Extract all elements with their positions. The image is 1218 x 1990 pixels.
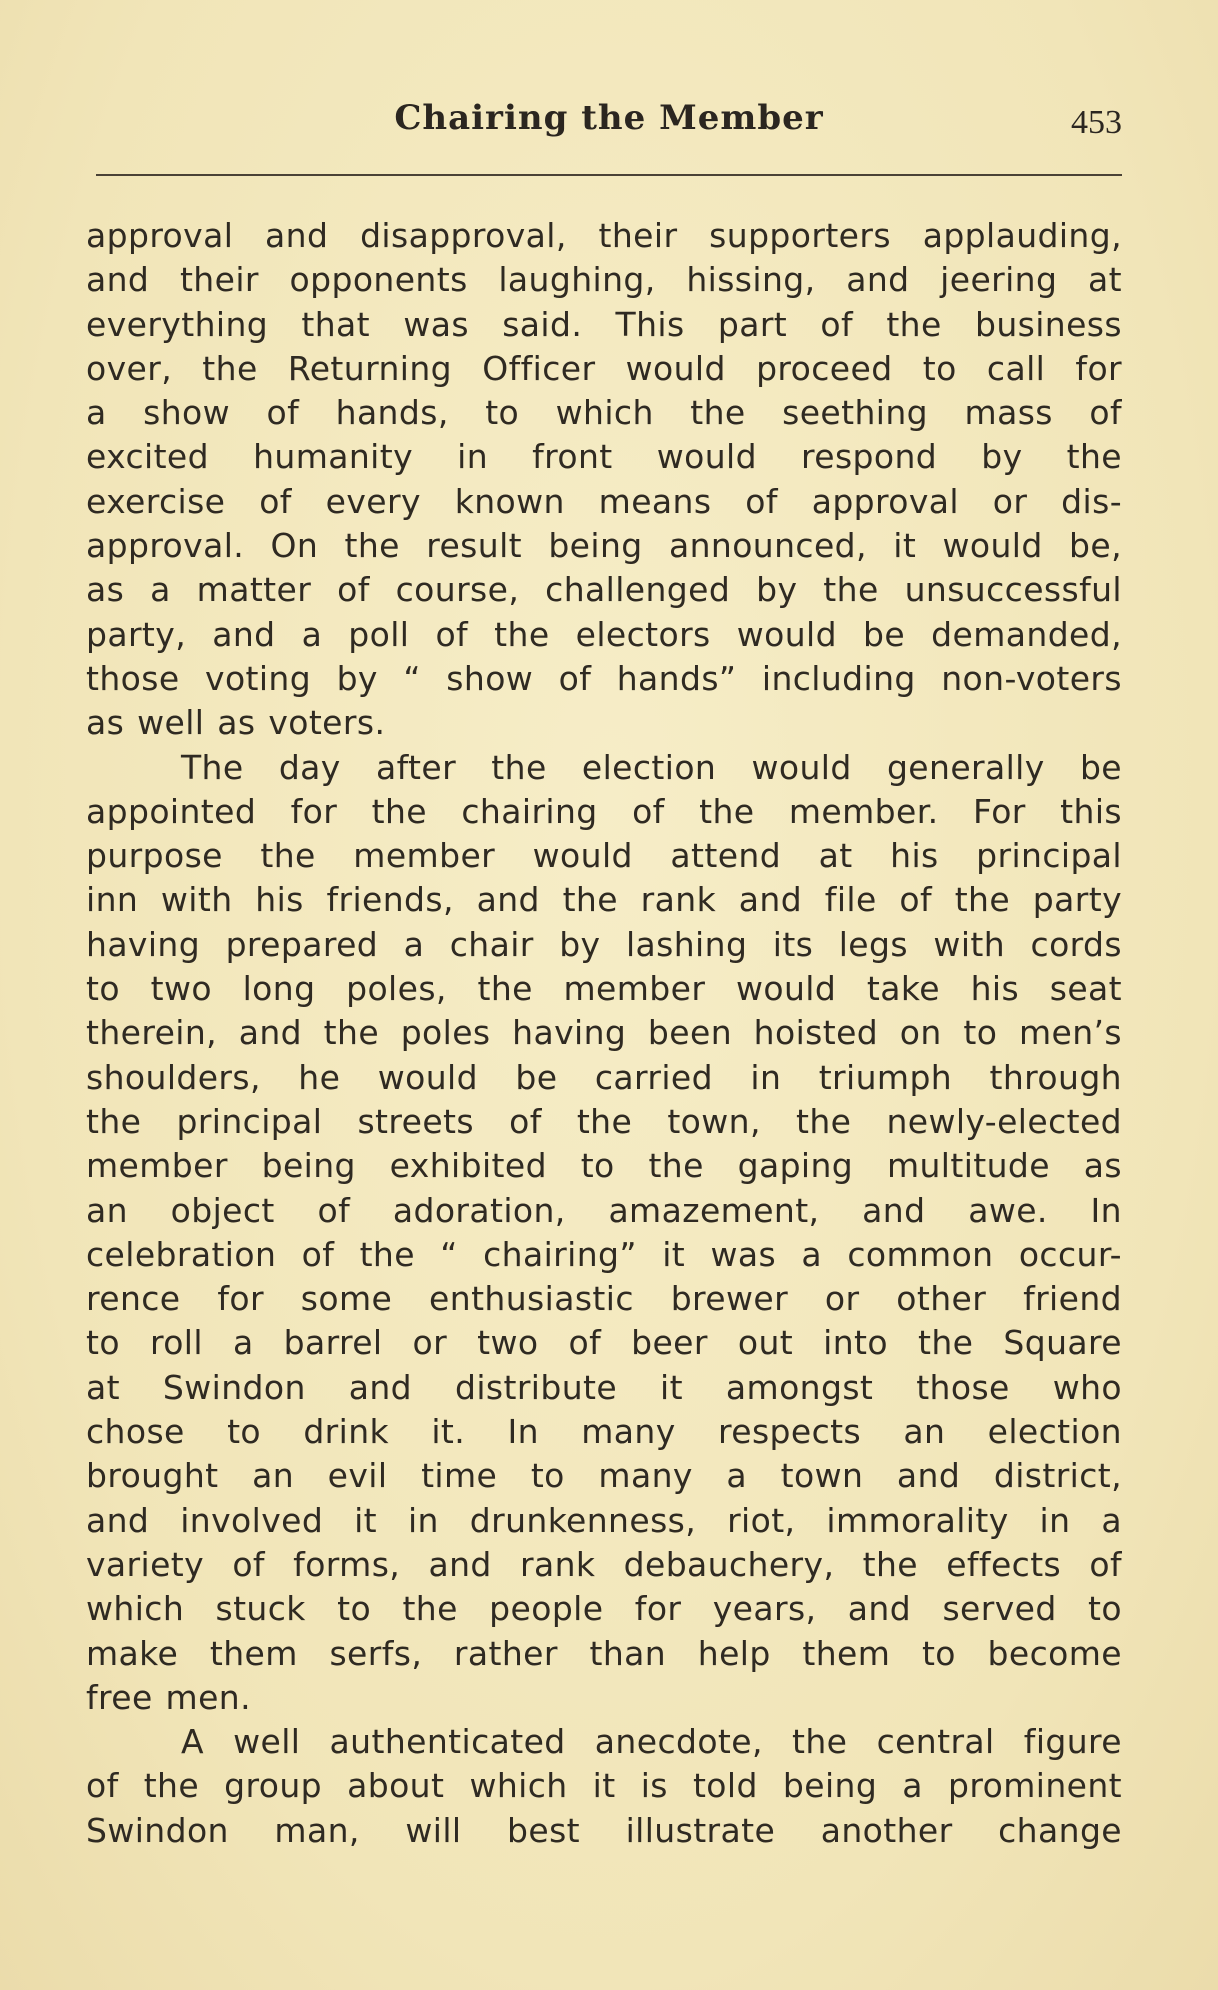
text-line: over, the Returning Officer would proceed to call for	[86, 348, 1122, 388]
body-text	[86, 214, 1122, 1853]
text-line: which stuck to the people for years, and served to	[86, 1589, 1122, 1629]
running-head	[96, 98, 1122, 148]
text-line: rence for some enthusiastic brewer or other friend	[86, 1279, 1122, 1319]
text-line: and involved it in drunkenness, riot, immorality in a	[86, 1500, 1122, 1540]
text-line: Swindon man, will best illustrate another change	[86, 1810, 1122, 1850]
text-line: excited humanity in front would respond by the	[86, 437, 1122, 477]
text-line: an object of adoration, amazement, and awe. In	[86, 1190, 1122, 1230]
running-title: Chairing the Member	[394, 98, 824, 138]
text-line: a show of hands, to which the seething mass of	[86, 393, 1122, 433]
text-line: therein, and the poles having been hoisted on to men’s	[86, 1013, 1122, 1053]
text-line: and their opponents laughing, hissing, and jeering at	[86, 260, 1122, 300]
text-line: purpose the member would attend at his principal	[86, 836, 1122, 876]
text-line: celebration of the “ chairing” it was a common occur-	[86, 1234, 1122, 1274]
text-line: exercise of every known means of approval or dis-	[86, 481, 1122, 521]
text-line: as well as voters.	[86, 703, 386, 743]
text-line: The day after the election would generally be	[181, 747, 1122, 787]
text-line: to two long poles, the member would take his seat	[86, 969, 1122, 1009]
text-line: inn with his friends, and the rank and file of the party	[86, 880, 1122, 920]
text-line: shoulders, he would be carried in triumph through	[86, 1057, 1122, 1097]
text-line: having prepared a chair by lashing its legs with cords	[86, 924, 1122, 964]
text-line: free men.	[86, 1677, 252, 1717]
header-rule	[96, 174, 1122, 176]
text-line: member being exhibited to the gaping multitude as	[86, 1146, 1122, 1186]
text-line: approval. On the result being announced, it would be,	[86, 526, 1122, 566]
page-number: 453	[1071, 104, 1122, 141]
text-line: those voting by “ show of hands” including non-voters	[86, 658, 1122, 698]
text-line: chose to drink it. In many respects an election	[86, 1412, 1122, 1452]
text-line: everything that was said. This part of the business	[86, 304, 1122, 344]
text-line: of the group about which it is told being a prominent	[86, 1766, 1122, 1806]
text-line: brought an evil time to many a town and district,	[86, 1456, 1122, 1496]
text-line: make them serfs, rather than help them to become	[86, 1633, 1122, 1673]
text-line: party, and a poll of the electors would be demanded,	[86, 614, 1122, 654]
text-line: approval and disapproval, their supporters applauding,	[86, 216, 1122, 255]
text-line: appointed for the chairing of the member. For this	[86, 791, 1122, 831]
text-line: as a matter of course, challenged by the unsuccessful	[86, 570, 1122, 610]
text-line: the principal streets of the town, the newly-elected	[86, 1101, 1122, 1141]
text-line: at Swindon and distribute it amongst those who	[86, 1367, 1122, 1407]
text-line: A well authenticated anecdote, the central figure	[181, 1722, 1122, 1762]
text-line: variety of forms, and rank debauchery, the effects of	[86, 1544, 1122, 1584]
text-line: to roll a barrel or two of beer out into the Square	[86, 1323, 1122, 1363]
